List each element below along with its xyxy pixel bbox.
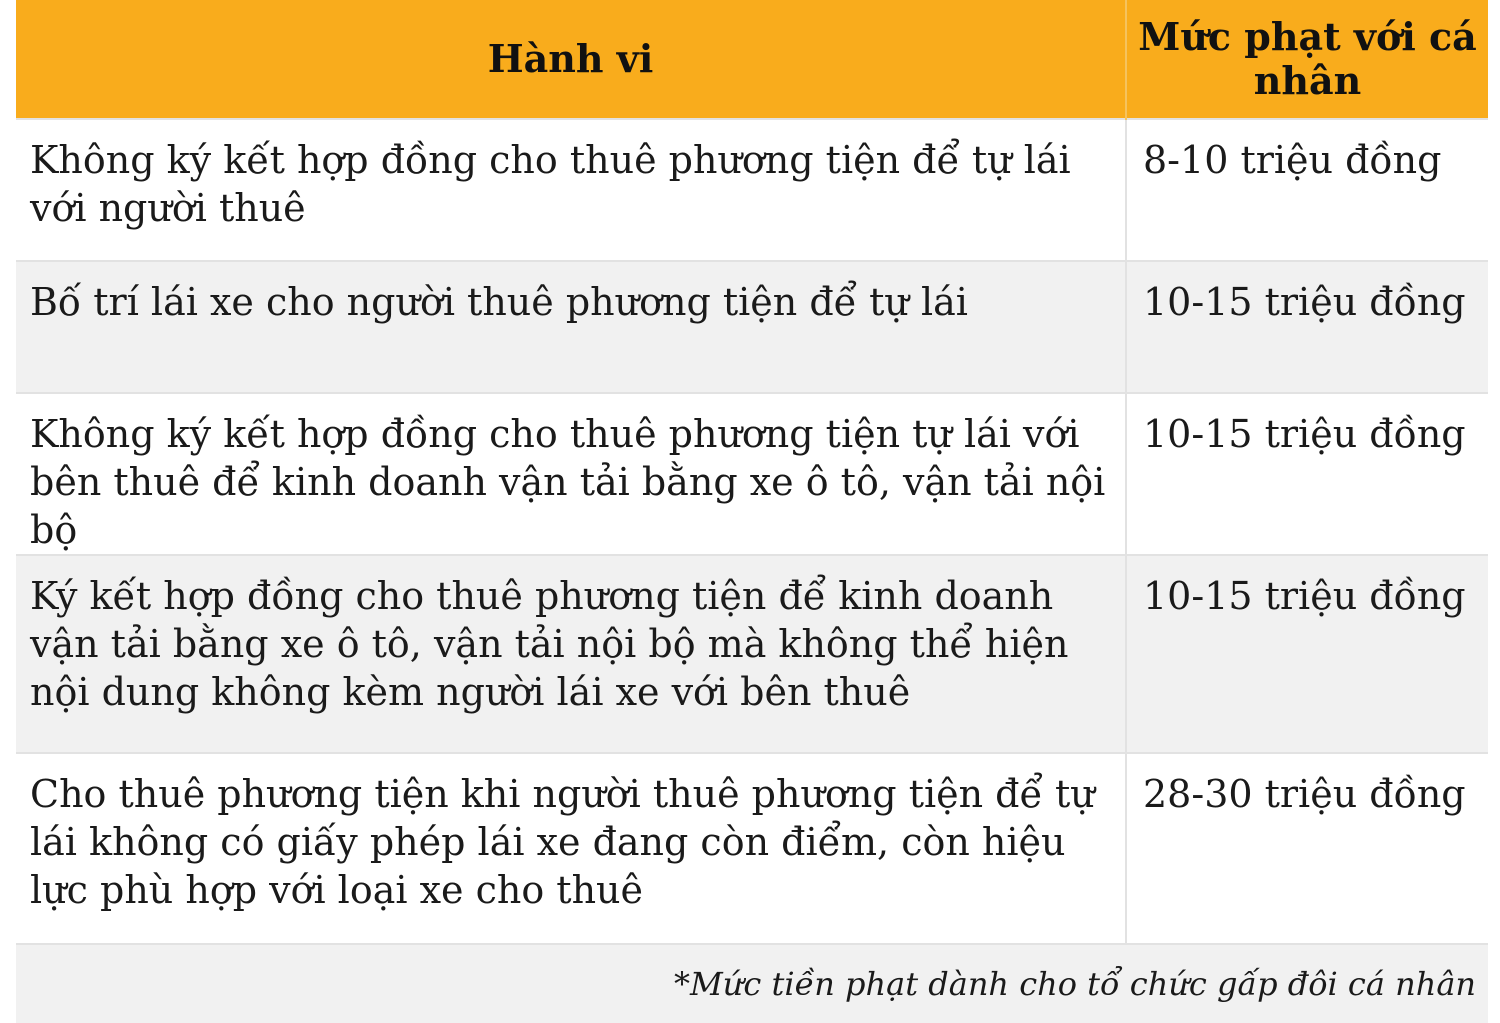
table-row	[16, 261, 1488, 393]
header-behavior: Hành vi	[16, 0, 1126, 119]
fines-table	[16, 0, 1488, 1023]
table-header	[16, 0, 1488, 119]
behavior-cell: Không ký kết hợp đồng cho thuê phương tiện tự lái với bên thuê để kinh doanh vận tải bằng xe ô tô, vận tải nội bộ	[16, 393, 1126, 555]
table-row	[16, 393, 1488, 555]
fine-cell: 8-10 triệu đồng	[1126, 119, 1488, 261]
behavior-cell: Cho thuê phương tiện khi người thuê phương tiện để tự lái không có giấy phép lái xe đang còn điểm, còn hiệu lực phù hợp với loại xe cho thuê	[16, 753, 1126, 944]
fine-cell: 10-15 triệu đồng	[1126, 555, 1488, 753]
footnote-row	[16, 944, 1488, 1023]
behavior-cell: Ký kết hợp đồng cho thuê phương tiện để kinh doanh vận tải bằng xe ô tô, vận tải nội bộ mà không thể hiện nội dung không kèm người lái xe với bên thuê	[16, 555, 1126, 753]
table-row	[16, 753, 1488, 944]
header-row	[16, 0, 1488, 119]
fine-cell: 10-15 triệu đồng	[1126, 261, 1488, 393]
table-row	[16, 119, 1488, 261]
table-row	[16, 555, 1488, 753]
footnote: *Mức tiền phạt dành cho tổ chức gấp đôi cá nhân	[16, 944, 1488, 1023]
fine-cell: 10-15 triệu đồng	[1126, 393, 1488, 555]
header-fine: Mức phạt với cá nhân	[1126, 0, 1488, 119]
behavior-cell: Không ký kết hợp đồng cho thuê phương tiện để tự lái với người thuê	[16, 119, 1126, 261]
fine-cell: 28-30 triệu đồng	[1126, 753, 1488, 944]
behavior-cell: Bố trí lái xe cho người thuê phương tiện để tự lái	[16, 261, 1126, 393]
table-body	[16, 119, 1488, 1023]
